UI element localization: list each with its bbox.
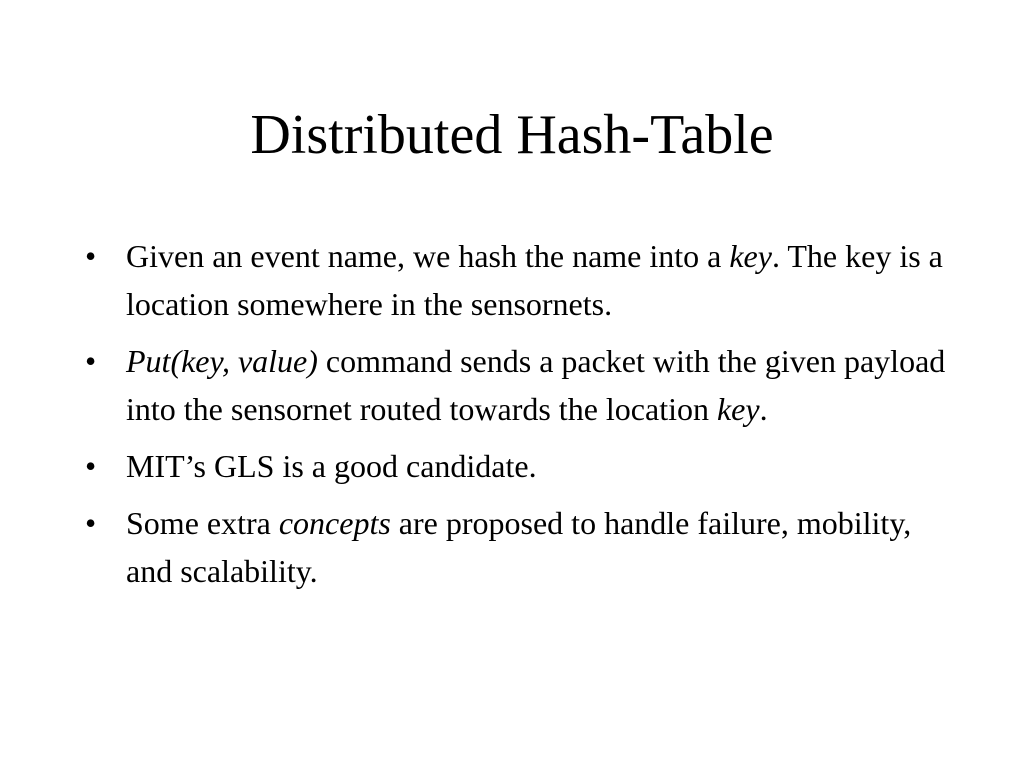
emphasized-term: key xyxy=(729,238,772,274)
bullet-item-event-name-hash xyxy=(85,232,965,328)
bullet-item-extra-concepts xyxy=(85,499,965,595)
bullet-text: are proposed to handle failure, mobility, and scalability. xyxy=(126,505,912,589)
bullet-item-gls-candidate xyxy=(85,442,965,490)
bullet-item-put-command xyxy=(85,337,965,433)
emphasized-term: concepts xyxy=(278,505,391,541)
bullet-text: command sends a packet with the given payload into the sensornet routed towards the location xyxy=(126,343,946,427)
bullet-dot-icon: • xyxy=(85,505,97,541)
bullet-dot-icon: • xyxy=(85,448,97,484)
slide-title: Distributed Hash-Table xyxy=(250,104,774,166)
bullet-text: MIT’s GLS is a good candidate. xyxy=(126,448,537,484)
bullet-text: Some extra xyxy=(126,505,279,541)
bullet-dot-icon: • xyxy=(85,343,97,379)
emphasized-term: Put(key, value) xyxy=(126,343,318,379)
bullet-list xyxy=(85,232,965,604)
bullet-text: Given an event name, we hash the name into a xyxy=(126,238,730,274)
bullet-text: . The key is a location somewhere in the sensornets. xyxy=(126,238,943,322)
bullet-text: . xyxy=(759,391,768,427)
emphasized-term: key xyxy=(716,391,760,427)
bullet-dot-icon: • xyxy=(85,238,97,274)
